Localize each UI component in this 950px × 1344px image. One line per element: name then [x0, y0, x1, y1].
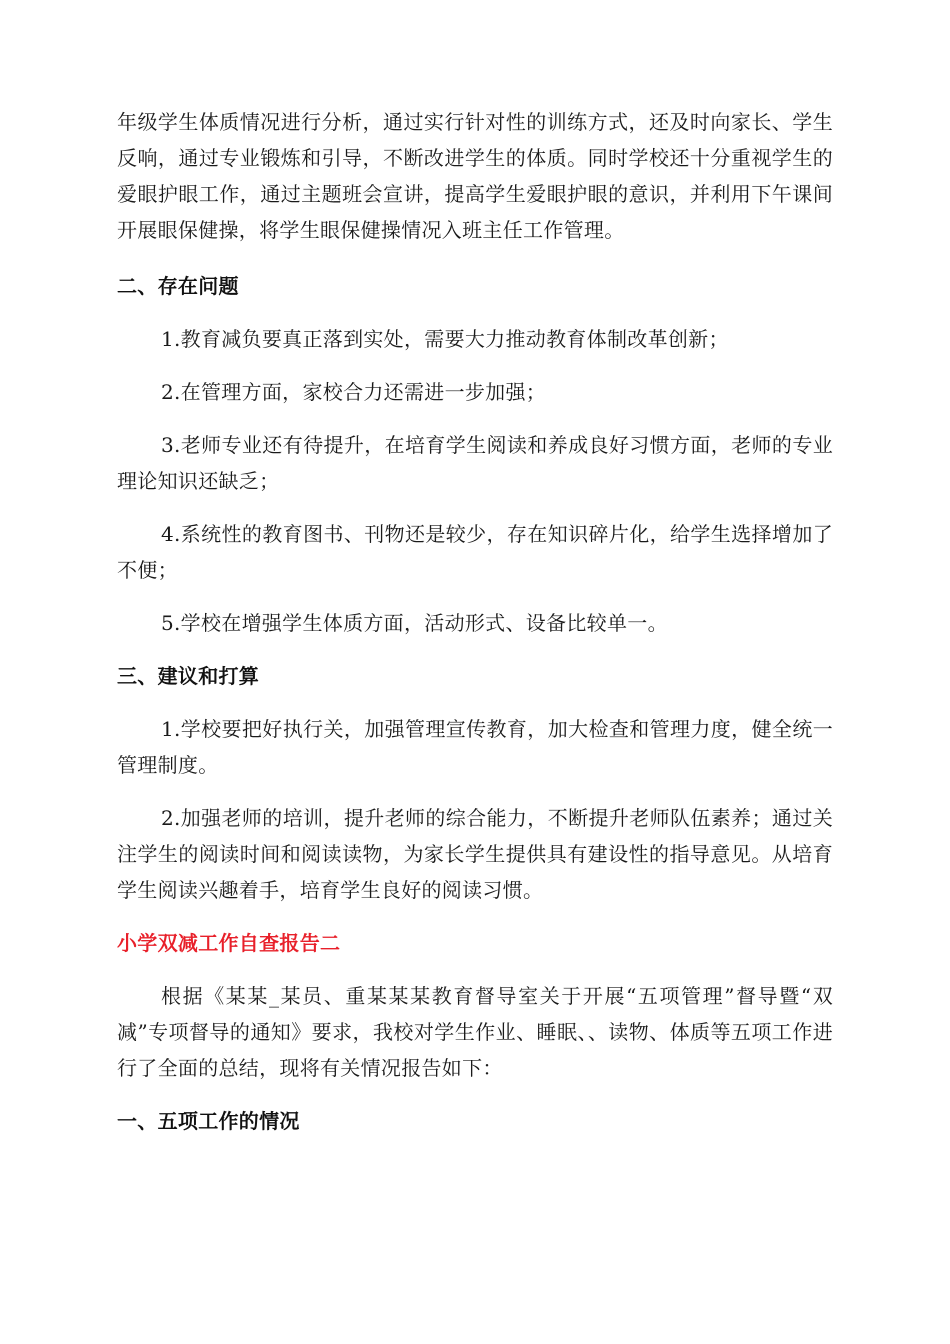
problem-item-3: 3.老师专业还有待提升，在培育学生阅读和养成良好习惯方面，老师的专业理论知识还缺乏； — [117, 433, 833, 493]
paragraph-physical-fitness: 年级学生体质情况进行分析，通过实行针对性的训练方式，还及时向家长、学生反响，通过专业锻炼和引导，不断改进学生的体质。同时学校还十分重视学生的爱眼护眼工作，通过主题班会宣讲，提高学生爱眼护眼的意识，并利用下午课间开展眼保健操，将学生眼保健操情况入班主任工作管理。 — [117, 110, 833, 242]
heading-suggestions-plans: 三、建议和打算 — [117, 664, 260, 688]
report-two-title: 小学双减工作自查报告二 — [117, 931, 341, 955]
suggestion-item-1: 1.学校要把好执行关，加强管理宣传教育，加大检查和管理力度，健全统一管理制度。 — [117, 717, 833, 777]
document-page — [117, 104, 833, 1139]
heading-existing-problems: 二、存在问题 — [117, 274, 239, 298]
problem-item-2: 2.在管理方面，家校合力还需进一步加强； — [161, 380, 547, 404]
report-two-intro: 根据《某某_某员、重某某某教育督导室关于开展“五项管理”督导暨“双减”专项督导的通知》要求，我校对学生作业、睡眠、、读物、体质等五项工作进行了全面的总结，现将有关情况报告如下： — [117, 984, 833, 1080]
problem-item-4: 4.系统性的教育图书、刊物还是较少，存在知识碎片化，给学生选择增加了不便； — [117, 522, 833, 582]
heading-five-items-status: 一、五项工作的情况 — [117, 1109, 300, 1133]
suggestion-item-2: 2.加强老师的培训，提升老师的综合能力，不断提升老师队伍素养；通过关注学生的阅读时间和阅读读物，为家长学生提供具有建设性的指导意见。从培育学生阅读兴趣着手，培育学生良好的阅读习惯。 — [117, 806, 833, 902]
problem-item-5: 5.学校在增强学生体质方面，活动形式、设备比较单一。 — [161, 611, 668, 635]
problem-item-1: 1.教育减负要真正落到实处，需要大力推动教育体制改革创新； — [161, 327, 729, 351]
